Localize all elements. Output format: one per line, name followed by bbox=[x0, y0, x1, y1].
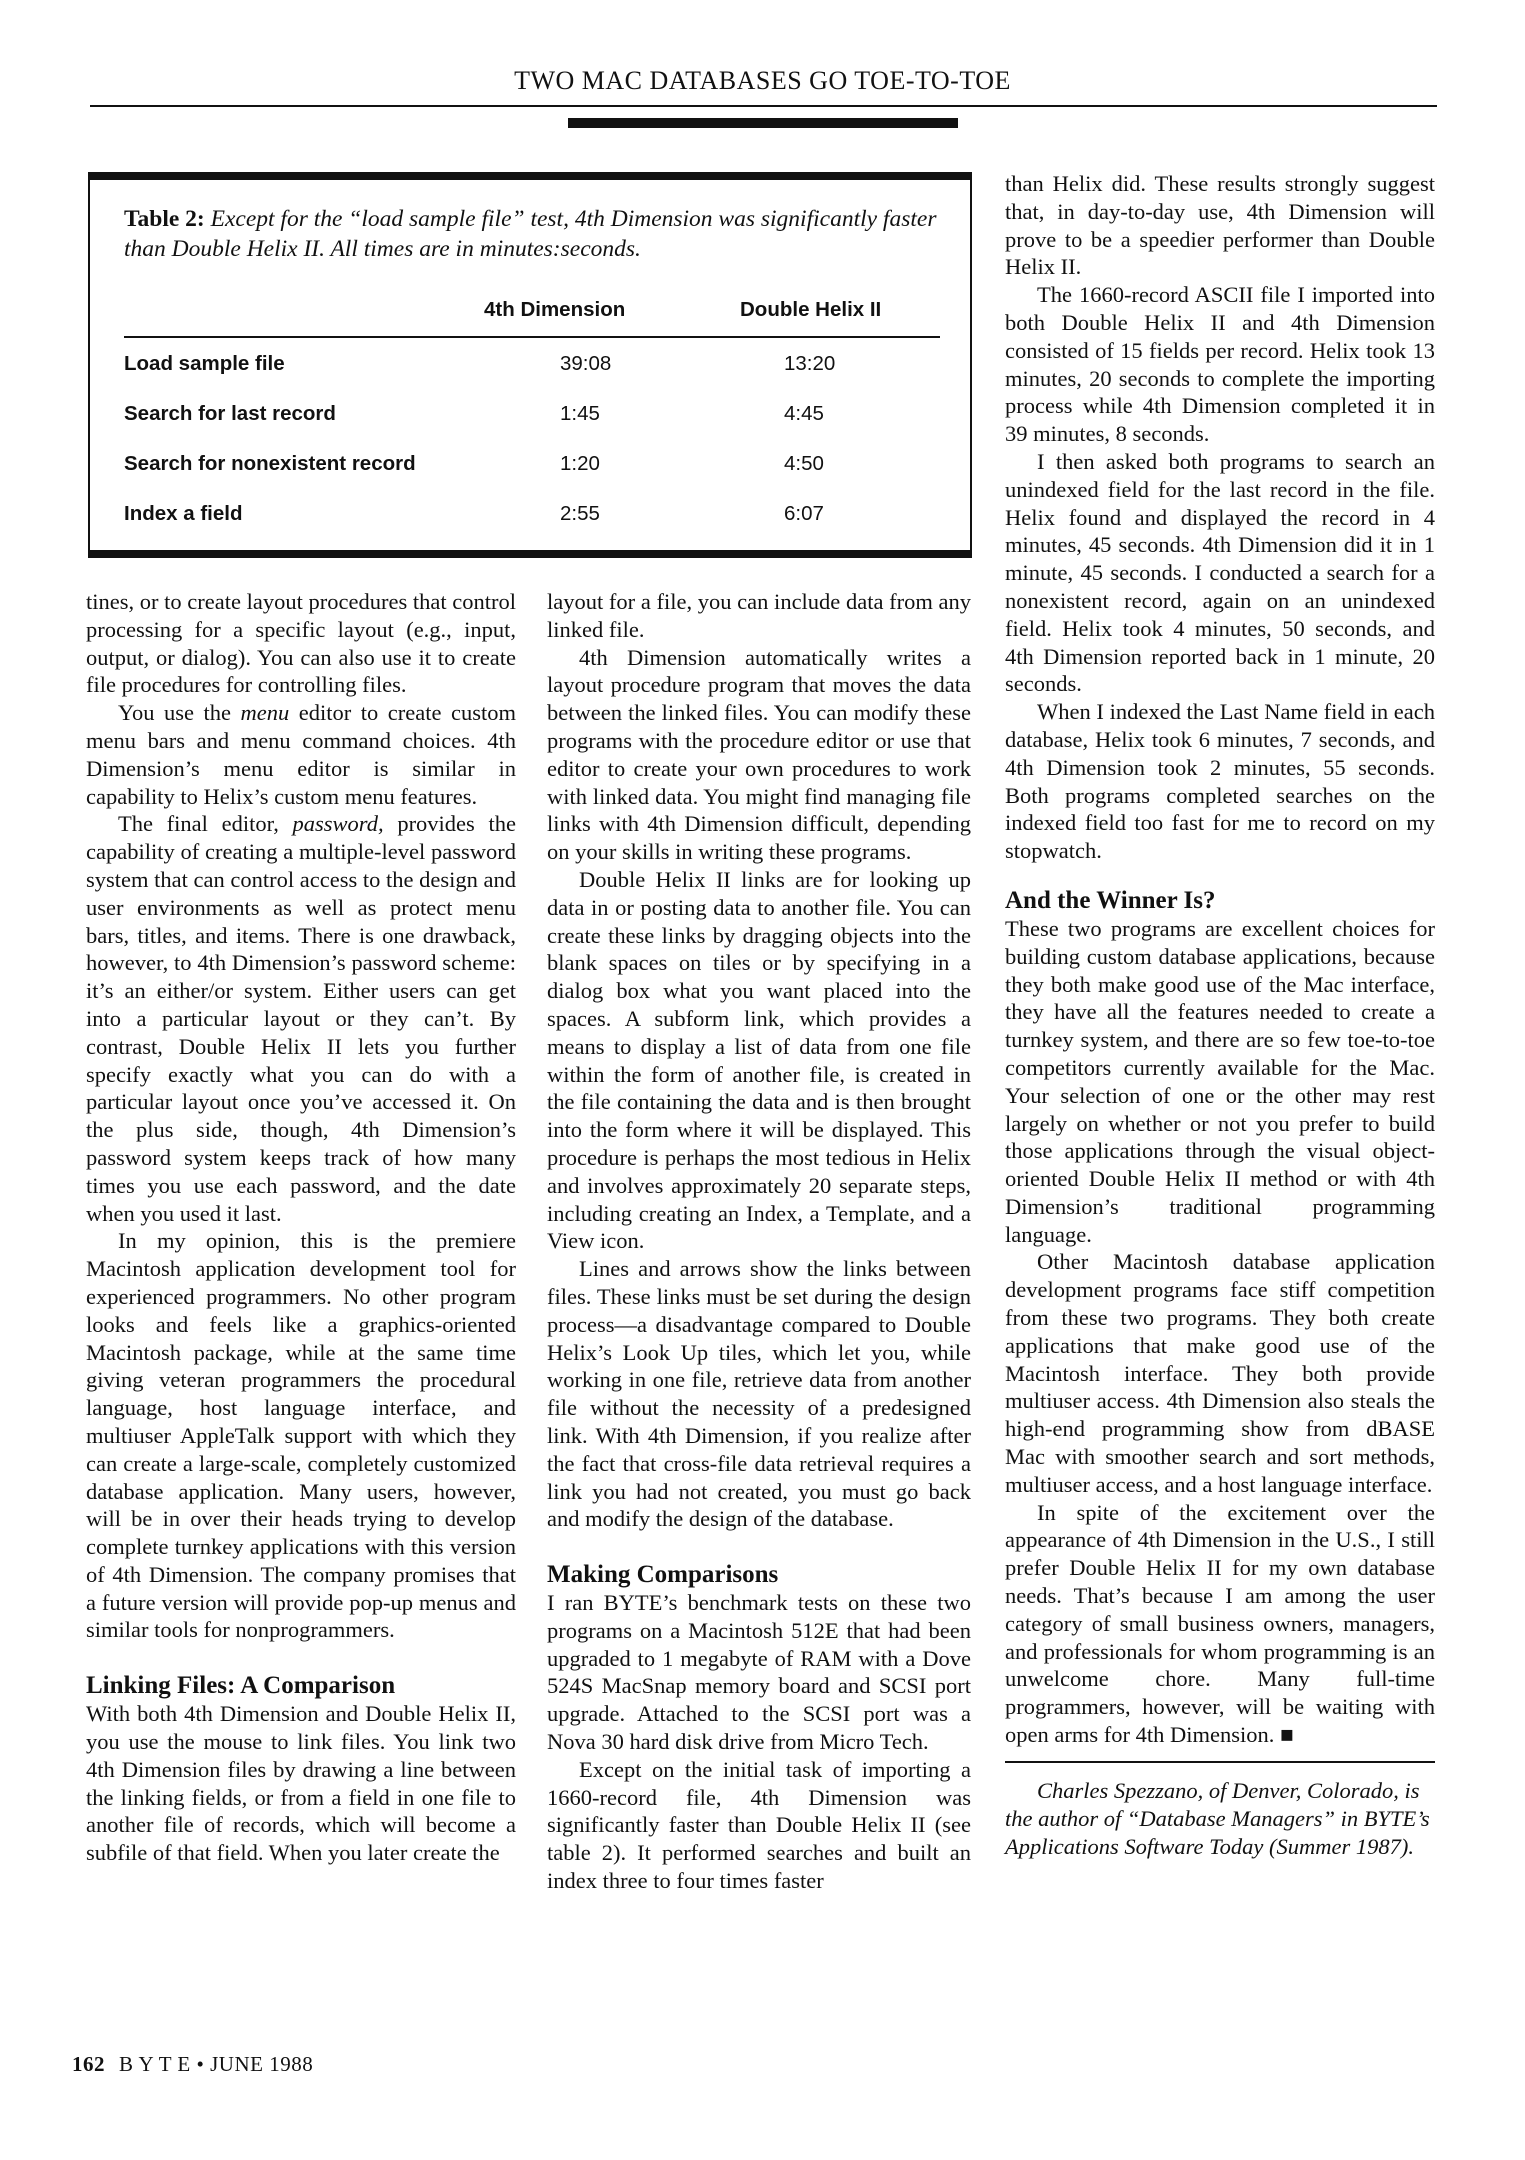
paragraph: 4th Dimension automatically writes a layout procedure program that moves the data between the linked files. You can modify these programs with the procedure editor or use that editor to create your own procedures to work with linked data. You might find managing file links with 4th Dimension difficult, depending on your skills in writing these programs. bbox=[547, 644, 971, 865]
table-row bbox=[124, 488, 940, 538]
cell-4th-dimension: 1:20 bbox=[560, 452, 600, 475]
paragraph: I then asked both programs to search an unindexed field for the last record in the file. Helix found and displayed the record in 4 minutes, 45 seconds. 4th Dimension did it in 1 minute, 45 seconds. I conducted a search for a nonexistent record, again on an unindexed field. Helix took 4 minutes, 50 seconds, and 4th Dimension reported back in 1 minute, 20 seconds. bbox=[1005, 448, 1435, 697]
paragraph: You use the menu editor to create custom menu bars and menu command choices. 4th Dimension’s menu editor is similar in capability to Helix’s custom menu features. bbox=[86, 700, 517, 809]
end-of-article-mark: ■ bbox=[1279, 1722, 1294, 1748]
paragraph: I ran BYTE’s benchmark tests on these two programs on a Macintosh 512E that had been upgraded to 1 megabyte of RAM with a Dove 524S MacSnap memory board and SCSI port upgrade. Attached to the SCSI port was a Nova 30 hard disk drive from Micro Tech. bbox=[547, 1590, 971, 1755]
paragraph: In spite of the excitement over the appearance of 4th Dimension in the U.S., I still prefer Double Helix II for my own database needs. That’s because I am among the user category of small business owners, managers, and professionals for whom programming is an unwelcome chore. Many full-time programmers, however, will be waiting with open arms for 4th Dimension. ■ bbox=[1005, 1499, 1435, 1748]
section-heading: And the Winner Is? bbox=[1005, 886, 1216, 914]
column-1 bbox=[86, 588, 516, 1867]
row-label: Load sample file bbox=[124, 352, 285, 375]
table-2 bbox=[88, 172, 972, 558]
paragraph: than Helix did. These results strongly suggest that, in day-to-day use, 4th Dimension will prove to be a speedier performer than Double Helix II. bbox=[1005, 171, 1435, 280]
cell-double-helix: 13:20 bbox=[784, 352, 836, 375]
page-footer bbox=[72, 2052, 313, 2077]
paragraph: When I indexed the Last Name field in each database, Helix took 6 minutes, 7 seconds, and 4th Dimension took 2 minutes, 55 seconds. Both programs completed searches on the indexed field too fast for me to record on my stopwatch. bbox=[1005, 699, 1435, 864]
results-table bbox=[124, 288, 940, 538]
column-2 bbox=[547, 588, 971, 1895]
page-number: 162 bbox=[72, 2052, 105, 2076]
paragraph: The 1660-record ASCII file I imported into both Double Helix II and 4th Dimension consisted of 15 fields per record. Helix took 13 minutes, 20 seconds to complete the importing process while 4th Dimension completed it in 39 minutes, 8 seconds. bbox=[1005, 282, 1435, 447]
row-label: Search for last record bbox=[124, 402, 336, 425]
table-header-row bbox=[124, 288, 940, 338]
header-bar bbox=[568, 118, 958, 128]
row-label: Index a field bbox=[124, 502, 243, 525]
table-caption bbox=[124, 204, 944, 264]
paragraph: Lines and arrows show the links between files. These links must be set during the design process—a disadvantage compared to Double Helix’s Look Up tiles, which let you, while working in one file, retrieve data from another file without the necessity of a predesigned link. With 4th Dimension, if you realize after the fact that cross-file data retrieval requires a link you had not created, you must go back and modify the design of the database. bbox=[547, 1256, 971, 1532]
section-heading: Making Comparisons bbox=[547, 1561, 779, 1589]
table-label: Table 2: bbox=[124, 206, 205, 232]
paragraph: Except on the initial task of importing a 1660-record file, 4th Dimension was significantly faster than Double Helix II (see table 2). It performed searches and built an index three to four times faster bbox=[547, 1756, 971, 1894]
cell-4th-dimension: 39:08 bbox=[560, 352, 612, 375]
paragraph: Other Macintosh database application development programs face stiff competition from these two programs. They both create applications that make good use of the Macintosh interface. They both provide multiuser access. 4th Dimension also steals the high-end programming show from dBASE Mac with smoother search and sort methods, multiuser access, and a host language interface. bbox=[1005, 1249, 1435, 1497]
column-3 bbox=[1005, 170, 1435, 1861]
section-heading: Linking Files: A Comparison bbox=[86, 1672, 396, 1700]
table-caption-text: Except for the “load sample file” test, 4th Dimension was significantly faster than Double Helix II. All times are in minutes:seconds. bbox=[124, 206, 937, 262]
cell-double-helix: 4:45 bbox=[784, 402, 824, 425]
cell-double-helix: 4:50 bbox=[784, 452, 824, 475]
header-rule bbox=[90, 105, 1437, 107]
cell-double-helix: 6:07 bbox=[784, 502, 824, 525]
table-row bbox=[124, 438, 940, 488]
paragraph: The final editor, password, provides the capability of creating a multiple-level password system that can control access to the design and user environments as well as protect menu bars, titles, and items. There is one drawback, however, to 4th Dimension’s password scheme: it’s an either/or system. Either users can get into a particular layout or they can’t. By contrast, Double Helix II lets you further specify exactly what you can do with a particular layout once you’ve accessed it. On the plus side, though, 4th Dimension’s password system keeps track of how many times you use each password, and the date when you used it last. bbox=[86, 811, 516, 1226]
paragraph: layout for a file, you can include data from any linked file. bbox=[547, 589, 971, 642]
column-header-4th-dimension: 4th Dimension bbox=[484, 298, 626, 321]
paragraph: tines, or to create layout procedures that control processing for a specific layout (e.g., input, output, or dialog). You can also use it to create file procedures for controlling files. bbox=[86, 589, 516, 698]
publication-date: B Y T E • JUNE 1988 bbox=[119, 2052, 314, 2076]
running-head: TWO MAC DATABASES GO TOE-TO-TOE bbox=[514, 66, 1011, 95]
table-row bbox=[124, 338, 940, 388]
paragraph: In my opinion, this is the premiere Macintosh application development tool for experienced programmers. No other program looks and feels like a graphics-oriented Macintosh package, while at the same time giving veteran programmers the procedural language, host language interface, and multiuser AppleTalk support with which they can create a large-scale, completely customized database application. Many users, however, will be in over their heads trying to develop complete turnkey applications with this version of 4th Dimension. The company promises that a future version will provide pop-up menus and similar tools for nonprogrammers. bbox=[86, 1228, 516, 1643]
author-bio: Charles Spezzano, of Denver, Colorado, is the author of “Database Managers” in BYTE’s Applications Software Today (Summer 1987). bbox=[1005, 1777, 1430, 1859]
row-label: Search for nonexistent record bbox=[124, 452, 416, 475]
bio-rule bbox=[1005, 1761, 1435, 1763]
paragraph: With both 4th Dimension and Double Helix II, you use the mouse to link files. You link two 4th Dimension files by drawing a line between the linking fields, or from a field in one file to another file of records, which will become a subfile of that field. When you later create the bbox=[86, 1701, 516, 1866]
cell-4th-dimension: 2:55 bbox=[560, 502, 600, 525]
table-row bbox=[124, 388, 940, 438]
column-header-double-helix: Double Helix II bbox=[740, 298, 882, 321]
paragraph: Double Helix II links are for looking up data in or posting data to another file. You can create these links by dragging objects into the blank spaces on tiles or by specifying in a dialog box what you want placed into the spaces. A subform link, which provides a means to display a list of data from one file within the form of another file, is created in the file containing the data and is then brought into the form where it will be displayed. This procedure is perhaps the most tedious in Helix and involves approximately 20 separate steps, including creating an Index, a Template, and a View icon. bbox=[547, 866, 971, 1254]
cell-4th-dimension: 1:45 bbox=[560, 402, 600, 425]
paragraph: These two programs are excellent choices for building custom database applications, because they both make good use of the Mac interface, they have all the features needed to create a turnkey system, and there are so few toe-to-toe competitors currently available for the Mac. Your selection of one or the other may rest largely on whether or not you prefer to build those applications through the visual object-oriented Double Helix II method or with 4th Dimension’s traditional programming language. bbox=[1005, 915, 1435, 1247]
